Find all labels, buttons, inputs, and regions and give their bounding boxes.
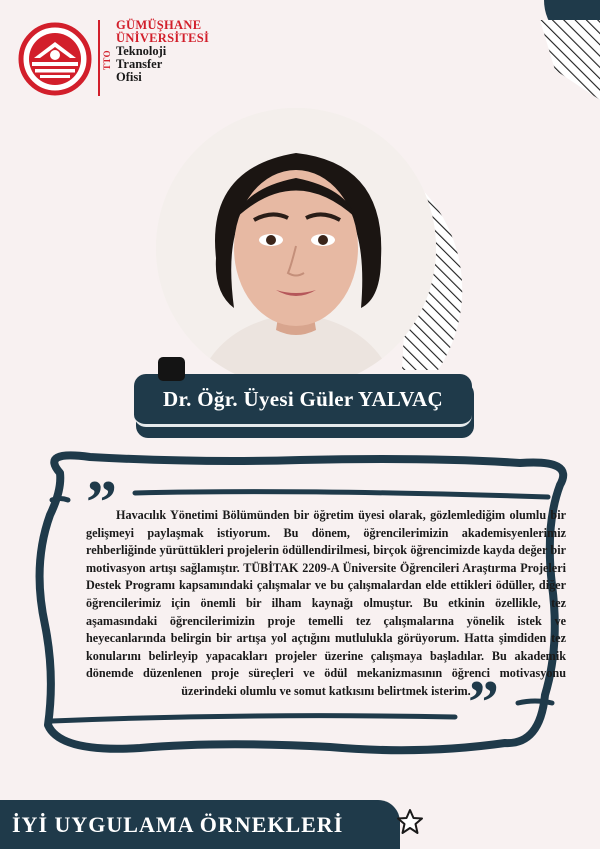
logo-line-1: GÜMÜŞHANE — [116, 18, 202, 32]
logo-line-4: Transfer — [116, 57, 163, 71]
profile-photo — [156, 108, 436, 388]
footer-banner — [0, 800, 400, 849]
logo-text — [116, 19, 209, 84]
logo-line-3: Teknoloji — [116, 44, 167, 58]
portrait-illustration — [156, 108, 436, 388]
quote-close-mark: ” — [468, 669, 499, 737]
logo-tto-tag: TTO — [102, 49, 112, 71]
name-banner-accent — [158, 357, 185, 381]
profile-name: Dr. Öğr. Üyesi Güler YALVAÇ — [163, 386, 443, 411]
star-icon — [396, 808, 424, 836]
logo-line-5: Ofisi — [116, 70, 142, 84]
footer-title: İYİ UYGULAMA ÖRNEKLERİ — [12, 811, 344, 837]
hatch-top-right — [540, 20, 600, 100]
logo-line-2: ÜNİVERSİTESİ — [116, 31, 210, 45]
quote-open-mark: ” — [86, 469, 117, 537]
name-banner — [134, 374, 472, 427]
quote-text: Havacılık Yönetimi Bölümünden bir öğretim üyesi olarak, gözlemlediğim olumlu bir gelişmeyi paylaşmak istiyorum. Bu dönem, öğrencilerimizin akademisyenlerimiz rehberliğinde yürüttükleri projelerin ödüllendirilmesi, birçok öğrencimizde kayda değer bir motivasyon artışı sağlamıştır. TÜBİTAK 2209-A Üniversite Öğrencileri Araştırma Projeleri Destek Programı kapsamındaki çalışmalar ve bu çalışmalardan elde ettikleri ödüller, diğer öğrencilerimiz için önemli bir ilham kaynağı olmuştur. Bu etkinin özellikle, tez aşamasındaki öğrencilerimizin proje temelli tez çalışmalarına yönelik istek ve heyecanlarında belirgin bir artışa yol açtığını mutlulukla görüyorum. Hatta şimdiden tez konularını belirleyip yapacakları projeler üzerine çalışmaya başladılar. Bu akademik dönemde düzenlenen proje süreçleri ve ödül mekanizmasının öğrenci motivasyonu üzerindeki olumlu ve somut katkısını belirtmek isterim. — [86, 508, 566, 698]
university-logo-icon — [18, 22, 92, 96]
